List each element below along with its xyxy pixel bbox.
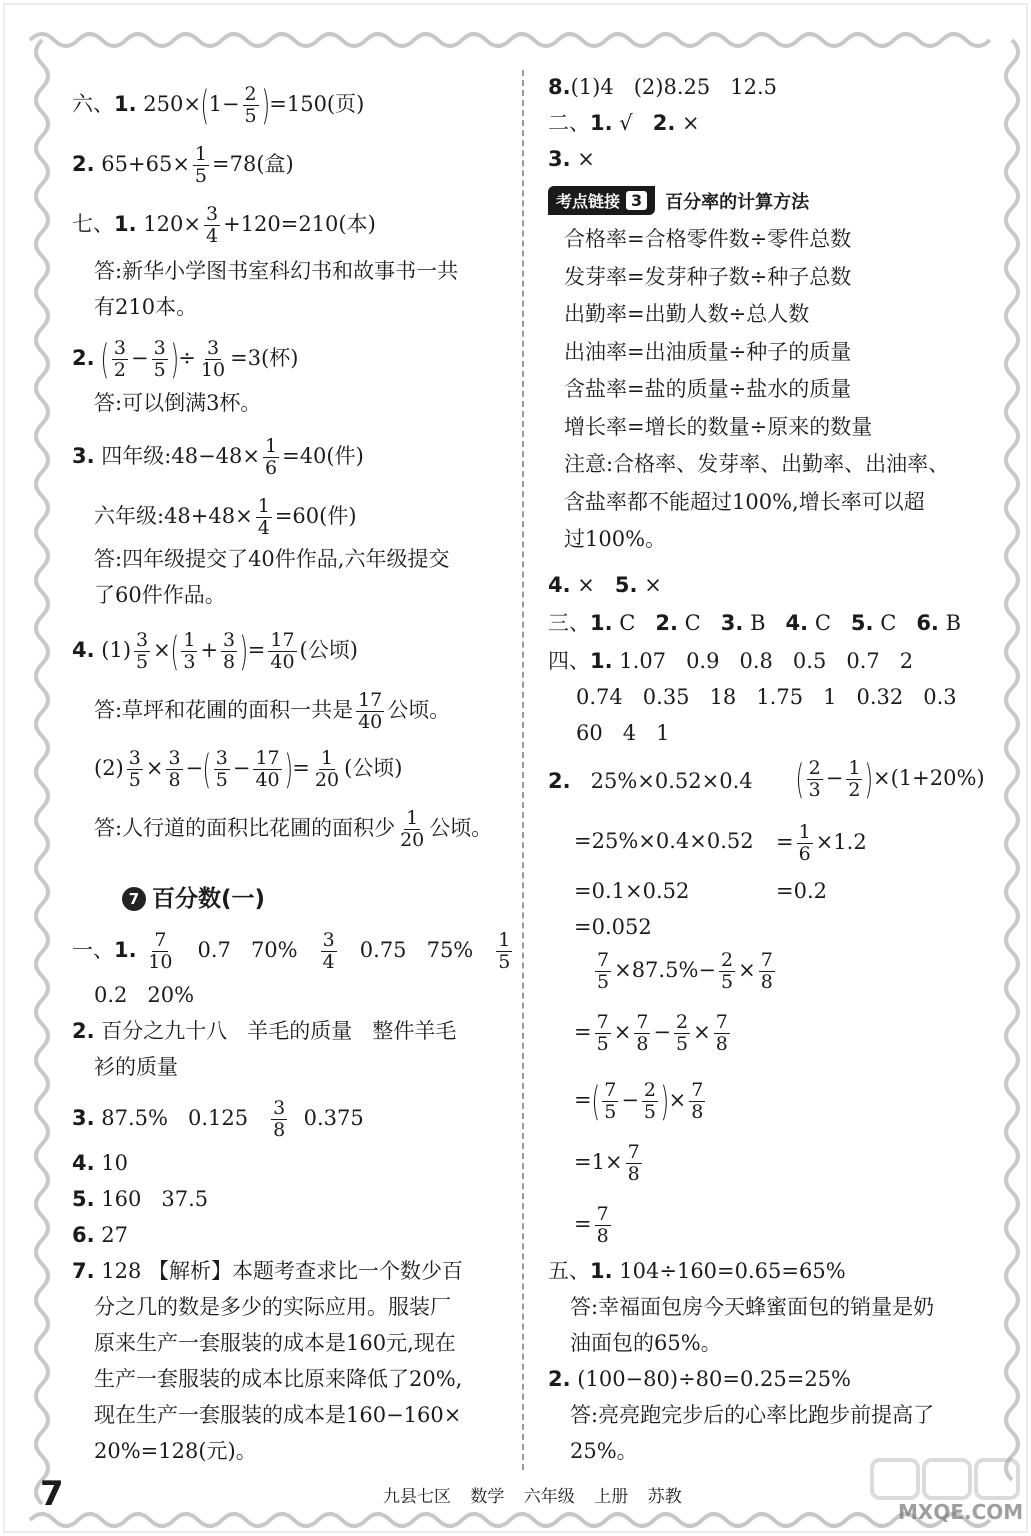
answer-text: 现在生产一套服装的成本是160−160× (94, 1403, 462, 1427)
answer-text: 衫的质量 (94, 1055, 178, 1079)
answer-r45: 4. × 5. × (548, 573, 662, 597)
answer-s1-7: 7. 128 【解析】本题考查求比一个数少百 (72, 1259, 464, 1283)
answer-s1-4: 4. 10 (72, 1151, 129, 1175)
answer-7-2: 2. ( $\frac{3}{2}$ − $\frac{3}{5}$ )÷ $\frac{3}{10}$ =3(杯) (72, 336, 299, 383)
answer-s1-1: 一、1. $\frac{7}{10}$ 0.7 70% $\frac{3}{4}$ 0.75 75% $\frac{1}{5}$ (72, 929, 511, 973)
calc-2-line-2: =25%×0.4×0.52 (574, 829, 754, 853)
answer-s1-6: 6. 27 (72, 1223, 129, 1247)
book-info: 九县七区 数学 六年级 上册 苏教 (383, 1487, 682, 1507)
answer-7-1: 七、1. 120× $\frac{3}{4}$ +120=210(本) (72, 203, 376, 247)
choice-number: 3. (720, 611, 744, 635)
calc-3-line-5: = $\frac{7}{8}$ (574, 1203, 609, 1247)
answer-7-4: 4. (1) $\frac{3}{5}$ ×( $\frac{1}{3}$ + $\frac{3}{8}$ )= $\frac{17}{40}$ (公顷) (72, 628, 358, 675)
answer-text: 0.74 0.35 18 1.75 1 0.32 0.3 (576, 685, 957, 709)
knowledge-link-line: 出勤率=出勤人数÷总人数 (564, 302, 810, 326)
knowledge-link-line: 出油率=出油质量÷种子的质量 (564, 339, 852, 364)
answer-s1-5: 5. 160 37.5 (72, 1187, 209, 1211)
knowledge-link-line: 含盐率都不能超过100%,增长率可以超 (564, 489, 925, 514)
answer-text: 答:新华小学图书室科幻书和故事书一共 (94, 259, 459, 283)
calc-2-right-3: =0.2 (776, 879, 827, 903)
choice-answer: C (684, 611, 701, 635)
section-title: 7 百分数(一) (122, 880, 265, 913)
choice-number: 2. (655, 611, 678, 635)
answer-section-5-2: 2. (100−80)÷80=0.25=25% (548, 1367, 852, 1391)
calc-2-right-1: ( $\frac{2}{3}$ − $\frac{1}{2}$ )×(1+20%) (795, 756, 985, 803)
answer-r-8: 8.(1)4 (2)8.25 12.5 (548, 75, 778, 99)
knowledge-link-badge: 考点链接 3 (548, 186, 655, 215)
choice-answer: C (619, 611, 636, 635)
knowledge-link-line: 注意:合格率、发芽率、出勤率、出油率、 (564, 452, 950, 476)
choice-number: 5. (850, 611, 874, 635)
answer-text: 答:可以倒满3杯。 (94, 391, 262, 415)
answer-section-3: 三、1. C 2. C 3. B 4. C 5. C 6. B (548, 611, 962, 635)
answer-s1-3: 3. 87.5% 0.125 $\frac{3}{8}$ 0.375 (72, 1097, 364, 1141)
calc-2-line-4: =0.052 (574, 915, 652, 939)
answer-section-4-1: 四、1. 1.07 0.9 0.8 0.5 0.7 2 (548, 649, 914, 673)
choice-number: 6. (916, 611, 939, 635)
knowledge-link-line: 含盐率=盐的质量÷盐水的质量 (564, 377, 852, 401)
calc-3-line-3: =( $\frac{7}{5}$ − $\frac{2}{5}$ )× $\frac{7}{8}$ (574, 1078, 704, 1125)
answer-6-1: 六、1. 250×(1− $\frac{2}{5}$ )=150(页) (72, 82, 365, 129)
answer-s1-2: 2. 百分之九十八 羊毛的质量 整件羊毛 (72, 1019, 457, 1043)
answer-text: 25%。 (570, 1439, 638, 1463)
answer-7-3: 3. 四年级:48−48× $\frac{1}{6}$ =40(件) (72, 435, 364, 479)
answer-text: 答:幸福面包房今天蜂蜜面包的销量是奶 (570, 1295, 935, 1319)
calc-3-line-4: =1× $\frac{7}{8}$ (574, 1141, 640, 1185)
answer-section-5-1: 五、1. 104÷160=0.65=65% (548, 1259, 846, 1283)
answer-text: 答:亮亮跑完步后的心率比跑步前提高了 (570, 1403, 935, 1427)
choice-answer: B (945, 611, 962, 635)
knowledge-link-line: 发芽率=发芽种子数÷种子总数 (564, 264, 852, 289)
answer-6-2: 2. 65+65× $\frac{1}{5}$ =78(盒) (72, 143, 294, 187)
answer-text: 生产一套服装的成本比原来降低了20%, (94, 1367, 463, 1391)
choice-number: 4. (785, 611, 809, 635)
calc-3-line-2: = $\frac{7}{5}$ × $\frac{7}{8}$ − $\frac{2}{5}$ × $\frac{7}{8}$ (574, 1011, 728, 1055)
knowledge-link-line: 增长率=增长的数量÷原来的数量 (564, 414, 873, 439)
answer-7-4-b: (2) $\frac{3}{5}$ × $\frac{3}{8}$ −( $\frac{3}{5}$ − $\frac{17}{40}$ )= $\frac{1}{20}$ (公顷) (94, 746, 403, 793)
answer-text: 答:四年级提交了40件作品,六年级提交 (94, 547, 450, 571)
knowledge-link-header: 考点链接 3 百分率的计算方法 (548, 186, 809, 215)
section-number-badge: 7 (122, 887, 146, 911)
answer-text: 分之几的数是多少的实际应用。服装厂 (94, 1295, 451, 1319)
choice-answer: C (880, 611, 897, 635)
calc-2-right-2: = $\frac{1}{6}$ ×1.2 (776, 821, 867, 865)
answer-7-3-b: 六年级:48+48× $\frac{1}{4}$ =60(件) (94, 495, 357, 539)
answer-text: 了60件作品。 (94, 583, 226, 607)
answer-text: 0.2 20% (94, 983, 195, 1007)
choice-answer: B (750, 611, 766, 635)
answer-text: 油面包的65%。 (570, 1331, 722, 1355)
watermark-text: MXQE.COM (898, 1500, 1024, 1524)
answer-text: 60 4 1 (576, 721, 670, 745)
calc-3-line-1: $\frac{7}{5}$ ×87.5%− $\frac{2}{5}$ × $\frac{7}{8}$ (597, 949, 773, 993)
answer-text: 20%=128(元)。 (94, 1439, 257, 1463)
answer-r3: 3. × (548, 147, 595, 171)
answer-7-4-text: 答:草坪和花圃的面积一共是 $\frac{17}{40}$ 公顷。 (94, 689, 451, 733)
answer-r2: 二、1. √ 2. × (548, 111, 700, 135)
answer-text: 有210本。 (94, 295, 198, 319)
calc-2-line-1: 2. 25%×0.52×0.4 (548, 769, 753, 793)
knowledge-link-line: 合格率=合格零件数÷零件总数 (564, 227, 852, 251)
choice-number: 1. (590, 611, 613, 635)
knowledge-link-line: 过100%。 (564, 527, 667, 551)
fraction: $\frac{2}{5}$ (244, 83, 257, 127)
page-number: 7 (40, 1474, 64, 1514)
answer-7-4-b-text: 答:人行道的面积比花圃的面积少 $\frac{1}{20}$ 公顷。 (94, 807, 493, 851)
calc-2-line-3: =0.1×0.52 (574, 879, 690, 903)
choice-answer: C (814, 611, 831, 635)
answer-text: 原来生产一套服装的成本是160元,现在 (94, 1331, 456, 1355)
column-divider (522, 70, 524, 1470)
